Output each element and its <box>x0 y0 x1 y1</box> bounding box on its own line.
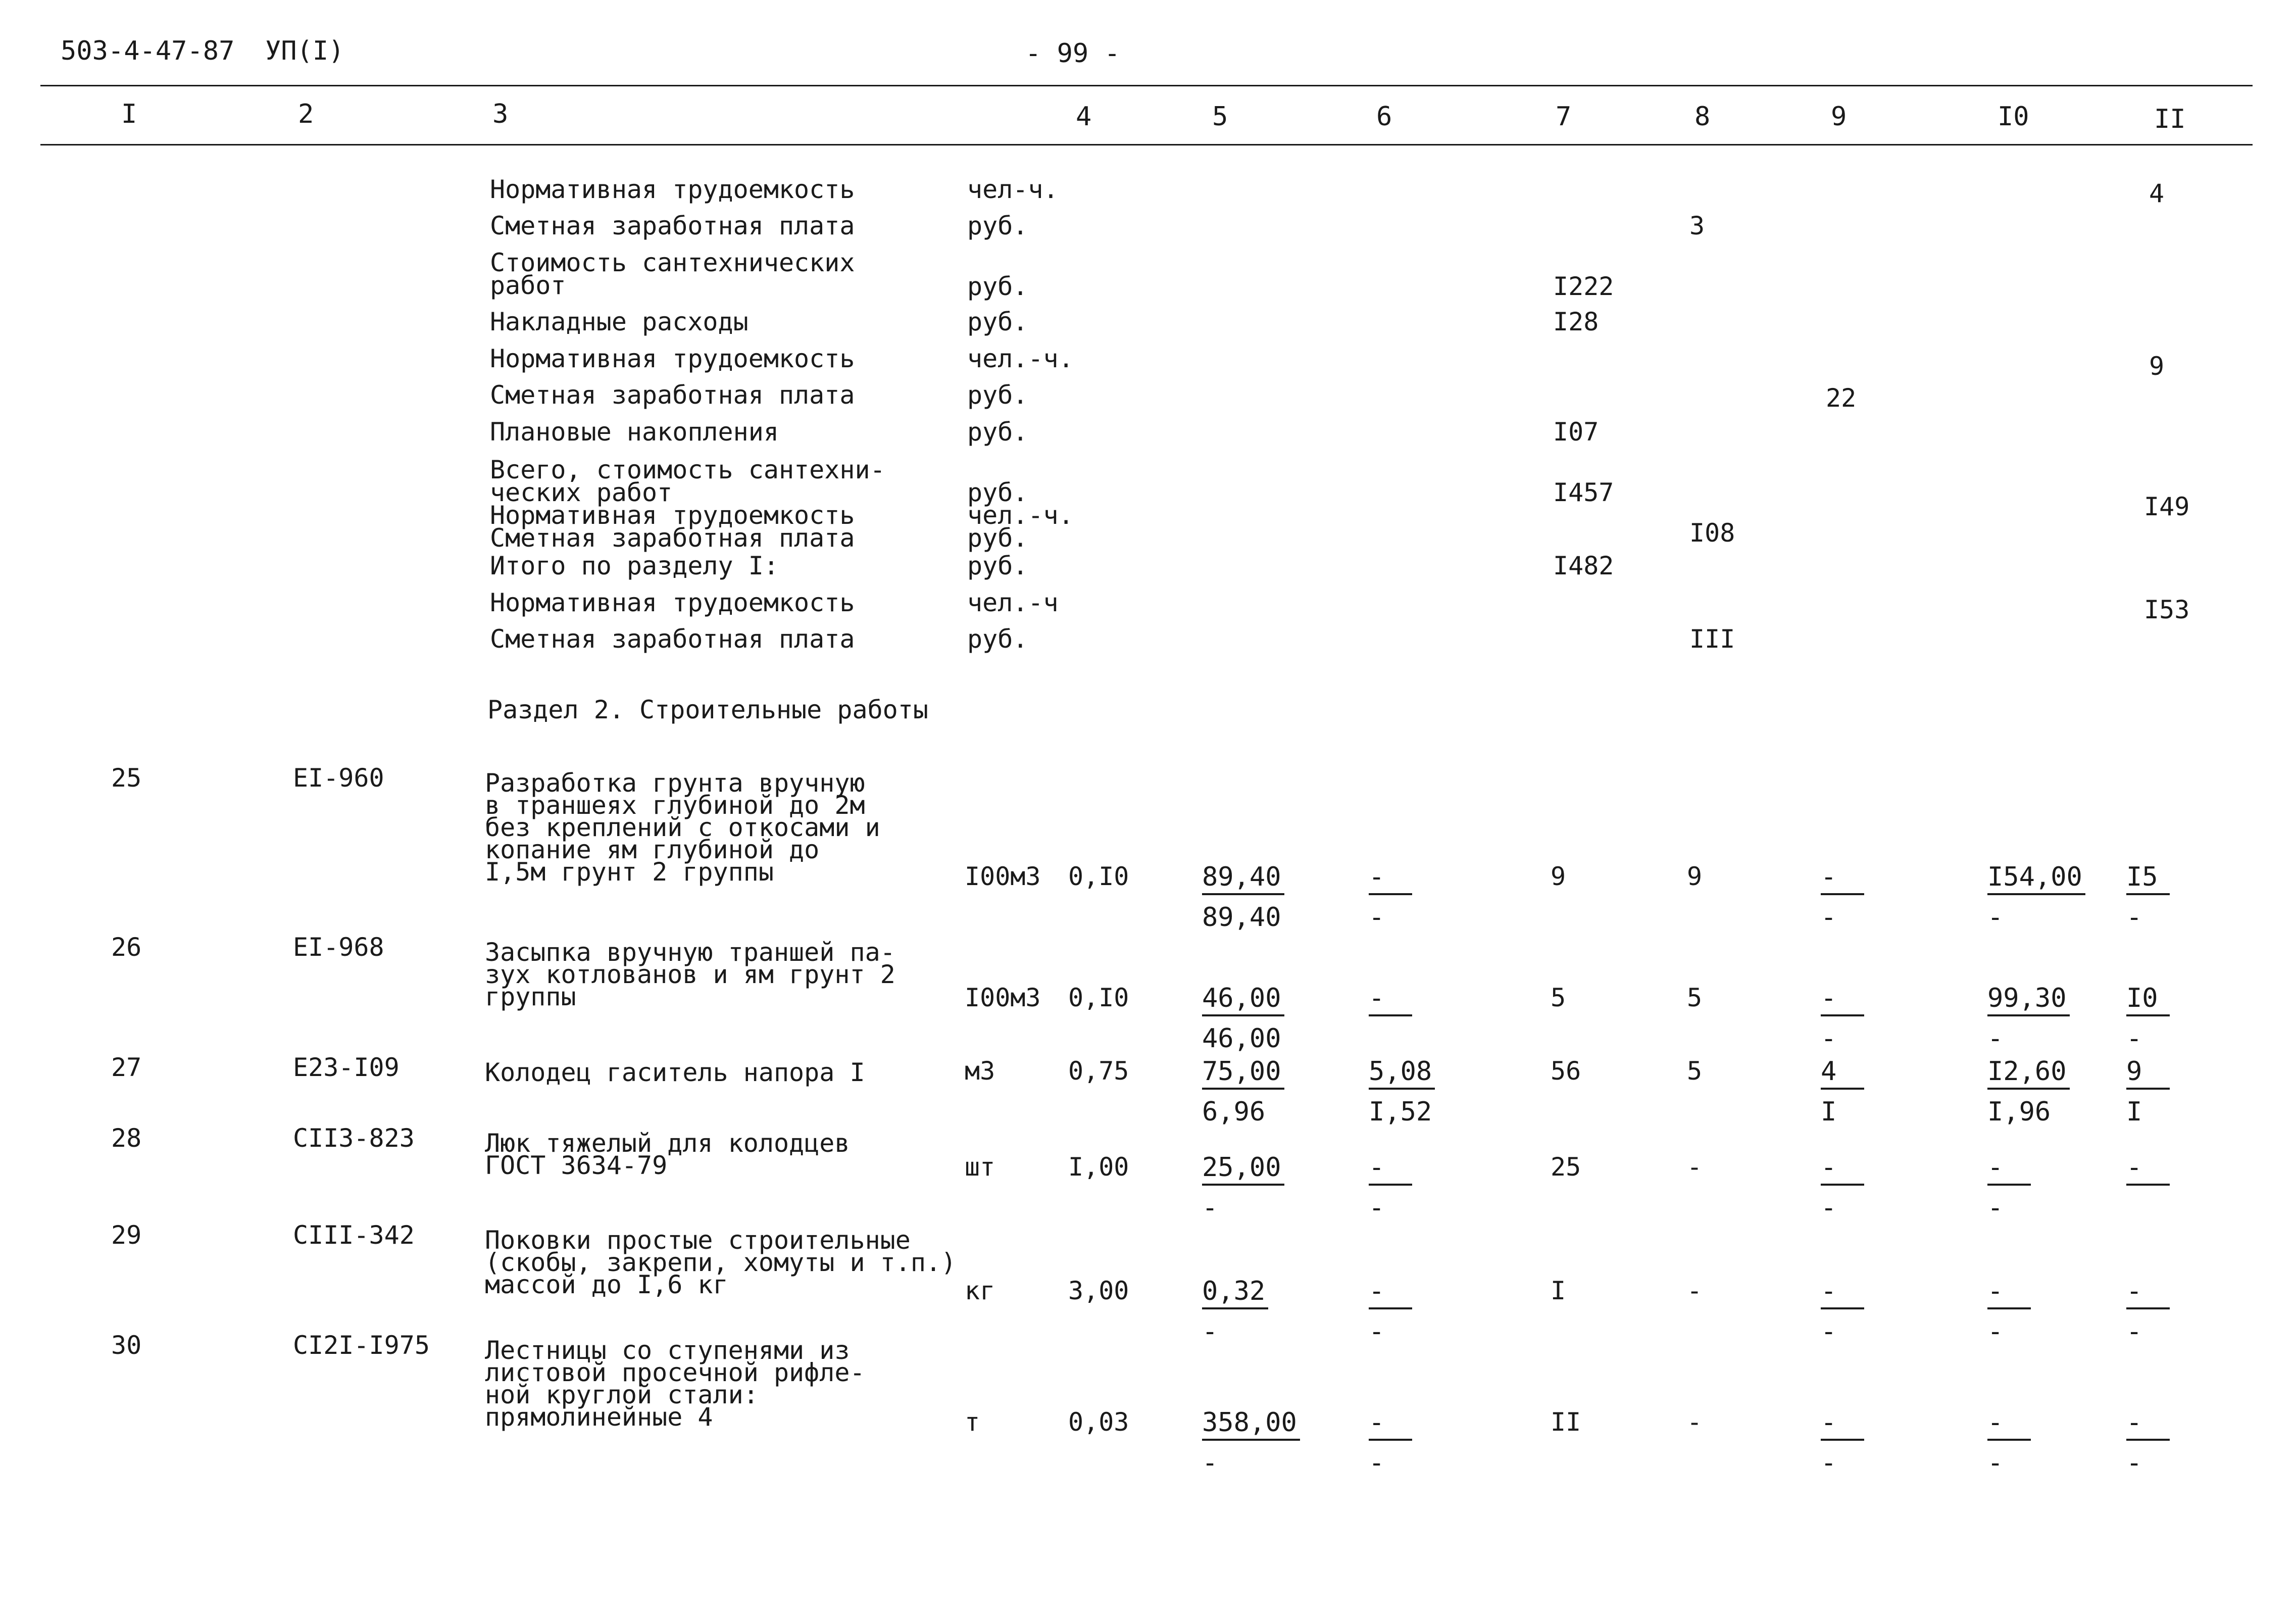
item-col10-numerator: - <box>1987 1278 2031 1309</box>
summary-col8: 3 <box>1689 211 1705 240</box>
item-col6-numerator: - <box>1369 1409 1412 1441</box>
summary-label: Итого по разделу I: <box>490 551 779 580</box>
summary-unit: руб. <box>967 380 1028 410</box>
item-col11-denominator: I <box>2126 1097 2142 1127</box>
column-header-11: II <box>2154 104 2186 134</box>
item-col11-denominator: - <box>2126 902 2142 933</box>
item-quantity: 0,75 <box>1068 1056 1129 1086</box>
item-col5-denominator: - <box>1202 1193 1218 1223</box>
item-col11-numerator: - <box>2126 1278 2170 1309</box>
item-number: 28 <box>111 1124 142 1153</box>
item-code: E23-I09 <box>293 1053 400 1082</box>
item-quantity: I,00 <box>1068 1152 1129 1182</box>
item-col5-denominator: 46,00 <box>1202 1023 1281 1054</box>
item-description-line: Засыпка вручную траншей па- <box>485 938 895 967</box>
item-description-line: ной круглой стали: <box>485 1380 759 1409</box>
item-code: CI2I-I975 <box>293 1331 430 1360</box>
summary-label-cont: работ <box>490 271 566 300</box>
item-col6-denominator: - <box>1369 1316 1385 1347</box>
item-col10-numerator: I2,60 <box>1987 1058 2070 1090</box>
item-col7: 9 <box>1551 862 1566 891</box>
item-col6-denominator: - <box>1369 1448 1385 1478</box>
item-number: 30 <box>111 1331 142 1360</box>
item-description-line: I,5м грунт 2 группы <box>485 857 774 887</box>
column-header-5: 5 <box>1212 102 1228 132</box>
summary-label: Нормативная трудоемкость <box>490 344 855 373</box>
item-description-line: Лестницы со ступенями из <box>485 1336 850 1365</box>
item-col5-numerator: 358,00 <box>1202 1409 1300 1441</box>
item-col11 <box>2126 1154 2170 1218</box>
item-col11-numerator: I5 <box>2126 864 2170 895</box>
item-col11-denominator: - <box>2126 1023 2142 1054</box>
item-unit: кг <box>965 1276 995 1305</box>
item-unit: I00м3 <box>965 862 1041 891</box>
summary-label: Всего, стоимость сантехни- <box>490 455 885 484</box>
item-col6-numerator: - <box>1369 864 1412 895</box>
item-col5 <box>1202 1154 1284 1221</box>
summary-unit: чел.-ч. <box>967 501 1074 530</box>
item-col6-denominator: I,52 <box>1369 1097 1432 1127</box>
item-code: EI-968 <box>293 933 384 962</box>
item-description-line: Колодец гаситель напора I <box>485 1058 865 1087</box>
column-header-10: I0 <box>1998 102 2029 132</box>
item-description <box>485 1336 865 1432</box>
summary-unit: руб. <box>967 478 1028 507</box>
summary-label: Сметная заработная плата <box>490 380 855 410</box>
item-col9-denominator: - <box>1821 1448 1837 1478</box>
item-col8: 5 <box>1687 1056 1703 1086</box>
item-description-line: зух котлованов и ям грунт 2 <box>485 960 895 989</box>
item-description <box>485 1129 850 1180</box>
summary-col9: 22 <box>1826 383 1857 413</box>
item-description-line: ГОСТ 3634-79 <box>485 1151 668 1180</box>
item-col6-numerator: - <box>1369 1278 1412 1309</box>
item-quantity: 0,03 <box>1068 1407 1129 1437</box>
item-col6-numerator: - <box>1369 985 1412 1016</box>
item-col11 <box>2126 1409 2170 1476</box>
item-col9-numerator: - <box>1821 985 1864 1016</box>
item-col10 <box>1987 1154 2031 1221</box>
item-number: 25 <box>111 763 142 793</box>
summary-label: Сметная заработная плата <box>490 211 855 240</box>
summary-unit: руб. <box>967 307 1028 336</box>
item-unit: I00м3 <box>965 983 1041 1012</box>
item-description-line: копание ям глубиной до <box>485 835 820 864</box>
item-col10-numerator: - <box>1987 1154 2031 1186</box>
column-header-7: 7 <box>1556 102 1572 132</box>
summary-col8: I08 <box>1689 518 1735 548</box>
item-col5 <box>1202 1278 1268 1345</box>
item-col11 <box>2126 864 2170 931</box>
item-col6 <box>1369 864 1412 931</box>
section-title: Раздел 2. Строительные работы <box>487 695 928 724</box>
item-col9-numerator: 4 <box>1821 1058 1864 1090</box>
item-code: EI-960 <box>293 763 384 793</box>
column-header-8: 8 <box>1694 102 1711 132</box>
item-col11 <box>2126 1058 2170 1125</box>
item-description-line: без креплений с откосами и <box>485 813 880 842</box>
item-col11-numerator: - <box>2126 1154 2170 1186</box>
item-col5-numerator: 25,00 <box>1202 1154 1284 1186</box>
item-col5-denominator: - <box>1202 1448 1218 1478</box>
summary-col11: 9 <box>2149 352 2165 381</box>
item-col5-numerator: 0,32 <box>1202 1278 1268 1309</box>
summary-unit: чел.-ч. <box>967 344 1074 373</box>
summary-unit: руб. <box>967 523 1028 553</box>
item-code: CIII-342 <box>293 1221 415 1250</box>
column-header-6: 6 <box>1376 102 1392 132</box>
item-col6 <box>1369 985 1412 1049</box>
column-header-1: I <box>121 99 137 129</box>
item-col11-denominator: - <box>2126 1448 2142 1478</box>
item-col10-denominator: - <box>1987 1193 2004 1223</box>
item-col7: II <box>1551 1407 1581 1437</box>
item-col11-denominator: - <box>2126 1316 2142 1347</box>
header-rule-top <box>40 85 2253 86</box>
item-description-line: Поковки простые строительные <box>485 1226 911 1255</box>
item-col9-denominator: - <box>1821 1023 1837 1054</box>
item-col8: - <box>1687 1276 1703 1305</box>
summary-label: Сметная заработная плата <box>490 523 855 553</box>
item-col10 <box>1987 985 2070 1052</box>
item-description-line: прямолинейные 4 <box>485 1402 713 1432</box>
summary-label: Нормативная трудоемкость <box>490 175 855 204</box>
item-col9 <box>1821 1058 1864 1125</box>
summary-col7: I07 <box>1553 417 1599 447</box>
item-col7: 25 <box>1551 1152 1581 1182</box>
item-col6-denominator: - <box>1369 1193 1385 1223</box>
column-header-4: 4 <box>1076 102 1092 132</box>
item-col6-numerator: - <box>1369 1154 1412 1186</box>
summary-label: Плановые накопления <box>490 417 779 447</box>
item-number: 27 <box>111 1053 142 1082</box>
summary-label: Накладные расходы <box>490 307 748 336</box>
item-col5 <box>1202 1058 1284 1125</box>
item-description <box>485 1058 865 1087</box>
item-description-line: в траншеях глубиной до 2м <box>485 791 865 820</box>
item-unit: шт <box>965 1152 995 1182</box>
column-header-9: 9 <box>1831 102 1847 132</box>
item-col10-denominator: - <box>1987 902 2004 933</box>
summary-label-cont: ческих работ <box>490 478 673 507</box>
item-col9-denominator: - <box>1821 902 1837 933</box>
item-col10-denominator: - <box>1987 1448 2004 1478</box>
document-code: 503-4-47-87 <box>61 36 235 66</box>
item-col6 <box>1369 1058 1435 1125</box>
item-col10 <box>1987 864 2085 931</box>
summary-col7: I482 <box>1553 551 1614 580</box>
summary-label: Нормативная трудоемкость <box>490 501 855 530</box>
item-col5-numerator: 89,40 <box>1202 864 1284 895</box>
summary-col8: III <box>1689 624 1735 654</box>
summary-unit: руб. <box>967 211 1028 240</box>
summary-unit: чел.-ч <box>967 588 1059 617</box>
item-description-line: (скобы, закрепи, хомуты и т.п.) <box>485 1248 957 1277</box>
item-col9-numerator: - <box>1821 1278 1864 1309</box>
item-col5-numerator: 46,00 <box>1202 985 1284 1016</box>
item-quantity: 0,I0 <box>1068 862 1129 891</box>
item-unit: м3 <box>965 1056 995 1086</box>
item-col5 <box>1202 864 1284 931</box>
summary-label: Стоимость сантехнических <box>490 248 855 277</box>
item-col8: 5 <box>1687 983 1703 1012</box>
summary-col7: I457 <box>1553 478 1614 507</box>
summary-col7: I222 <box>1553 272 1614 301</box>
item-col10-denominator: - <box>1987 1023 2004 1054</box>
item-col6-numerator: 5,08 <box>1369 1058 1435 1090</box>
document-part: УП(I) <box>265 36 344 66</box>
item-col8: 9 <box>1687 862 1703 891</box>
item-col11-numerator: 9 <box>2126 1058 2170 1090</box>
item-col9-denominator: - <box>1821 1193 1837 1223</box>
item-quantity: 3,00 <box>1068 1276 1129 1305</box>
item-col11-numerator: - <box>2126 1409 2170 1441</box>
item-unit: т <box>965 1407 980 1437</box>
item-col6 <box>1369 1278 1412 1345</box>
item-description-line: листовой просечной рифле- <box>485 1358 865 1387</box>
item-col5-denominator: 6,96 <box>1202 1097 1266 1127</box>
summary-unit: руб. <box>967 417 1028 447</box>
item-code: CII3-823 <box>293 1124 415 1153</box>
column-header-2: 2 <box>298 99 314 129</box>
item-col9-denominator: - <box>1821 1316 1837 1347</box>
item-col8: - <box>1687 1407 1703 1437</box>
item-number: 29 <box>111 1221 142 1250</box>
summary-col11: 4 <box>2149 179 2165 208</box>
item-col6 <box>1369 1154 1412 1221</box>
item-col5-denominator: - <box>1202 1316 1218 1347</box>
item-col10 <box>1987 1278 2031 1345</box>
item-description-line: Разработка грунта вручную <box>485 768 865 798</box>
item-col9 <box>1821 1154 1864 1221</box>
item-col9 <box>1821 985 1864 1052</box>
summary-col7: I28 <box>1553 307 1599 336</box>
summary-unit: руб. <box>967 272 1028 301</box>
item-col9-numerator: - <box>1821 1409 1864 1441</box>
item-col7: 56 <box>1551 1056 1581 1086</box>
item-col10 <box>1987 1409 2031 1476</box>
item-col7: I <box>1551 1276 1566 1305</box>
summary-unit: руб. <box>967 551 1028 580</box>
column-header-3: 3 <box>492 99 509 129</box>
summary-label: Нормативная трудоемкость <box>490 588 855 617</box>
summary-col11: I49 <box>2144 492 2190 521</box>
item-description <box>485 938 895 1011</box>
item-col10-numerator: - <box>1987 1409 2031 1441</box>
item-col10-denominator: I,96 <box>1987 1097 2051 1127</box>
item-col9 <box>1821 1278 1864 1345</box>
summary-col11: I53 <box>2144 595 2190 624</box>
item-col9-numerator: - <box>1821 864 1864 895</box>
page-number: - 99 - <box>1025 38 1120 69</box>
summary-unit: чел-ч. <box>967 175 1059 204</box>
item-col6-denominator: - <box>1369 902 1385 933</box>
item-col10 <box>1987 1058 2070 1125</box>
item-col11 <box>2126 985 2170 1052</box>
item-description <box>485 768 880 887</box>
summary-unit: руб. <box>967 624 1028 654</box>
item-number: 26 <box>111 933 142 962</box>
item-col10-numerator: I54,00 <box>1987 864 2085 895</box>
item-col6 <box>1369 1409 1412 1476</box>
item-col9 <box>1821 864 1864 931</box>
item-col9-denominator: I <box>1821 1097 1837 1127</box>
item-description-line: массой до I,6 кг <box>485 1270 728 1299</box>
item-col10-numerator: 99,30 <box>1987 985 2070 1016</box>
item-col9-numerator: - <box>1821 1154 1864 1186</box>
item-quantity: 0,I0 <box>1068 983 1129 1012</box>
item-col11-numerator: I0 <box>2126 985 2170 1016</box>
item-description-line: Люк тяжелый для колодцев <box>485 1129 850 1158</box>
item-description-line: группы <box>485 982 576 1011</box>
item-col5 <box>1202 1409 1300 1476</box>
item-col7: 5 <box>1551 983 1566 1012</box>
item-col10-denominator: - <box>1987 1316 2004 1347</box>
item-col9 <box>1821 1409 1864 1476</box>
summary-label: Сметная заработная плата <box>490 624 855 654</box>
item-description <box>485 1226 957 1299</box>
item-col5-numerator: 75,00 <box>1202 1058 1284 1090</box>
item-col8: - <box>1687 1152 1703 1182</box>
item-col5 <box>1202 985 1284 1052</box>
item-col11 <box>2126 1278 2170 1345</box>
header-rule-bottom <box>40 144 2253 145</box>
item-col5-denominator: 89,40 <box>1202 902 1281 933</box>
